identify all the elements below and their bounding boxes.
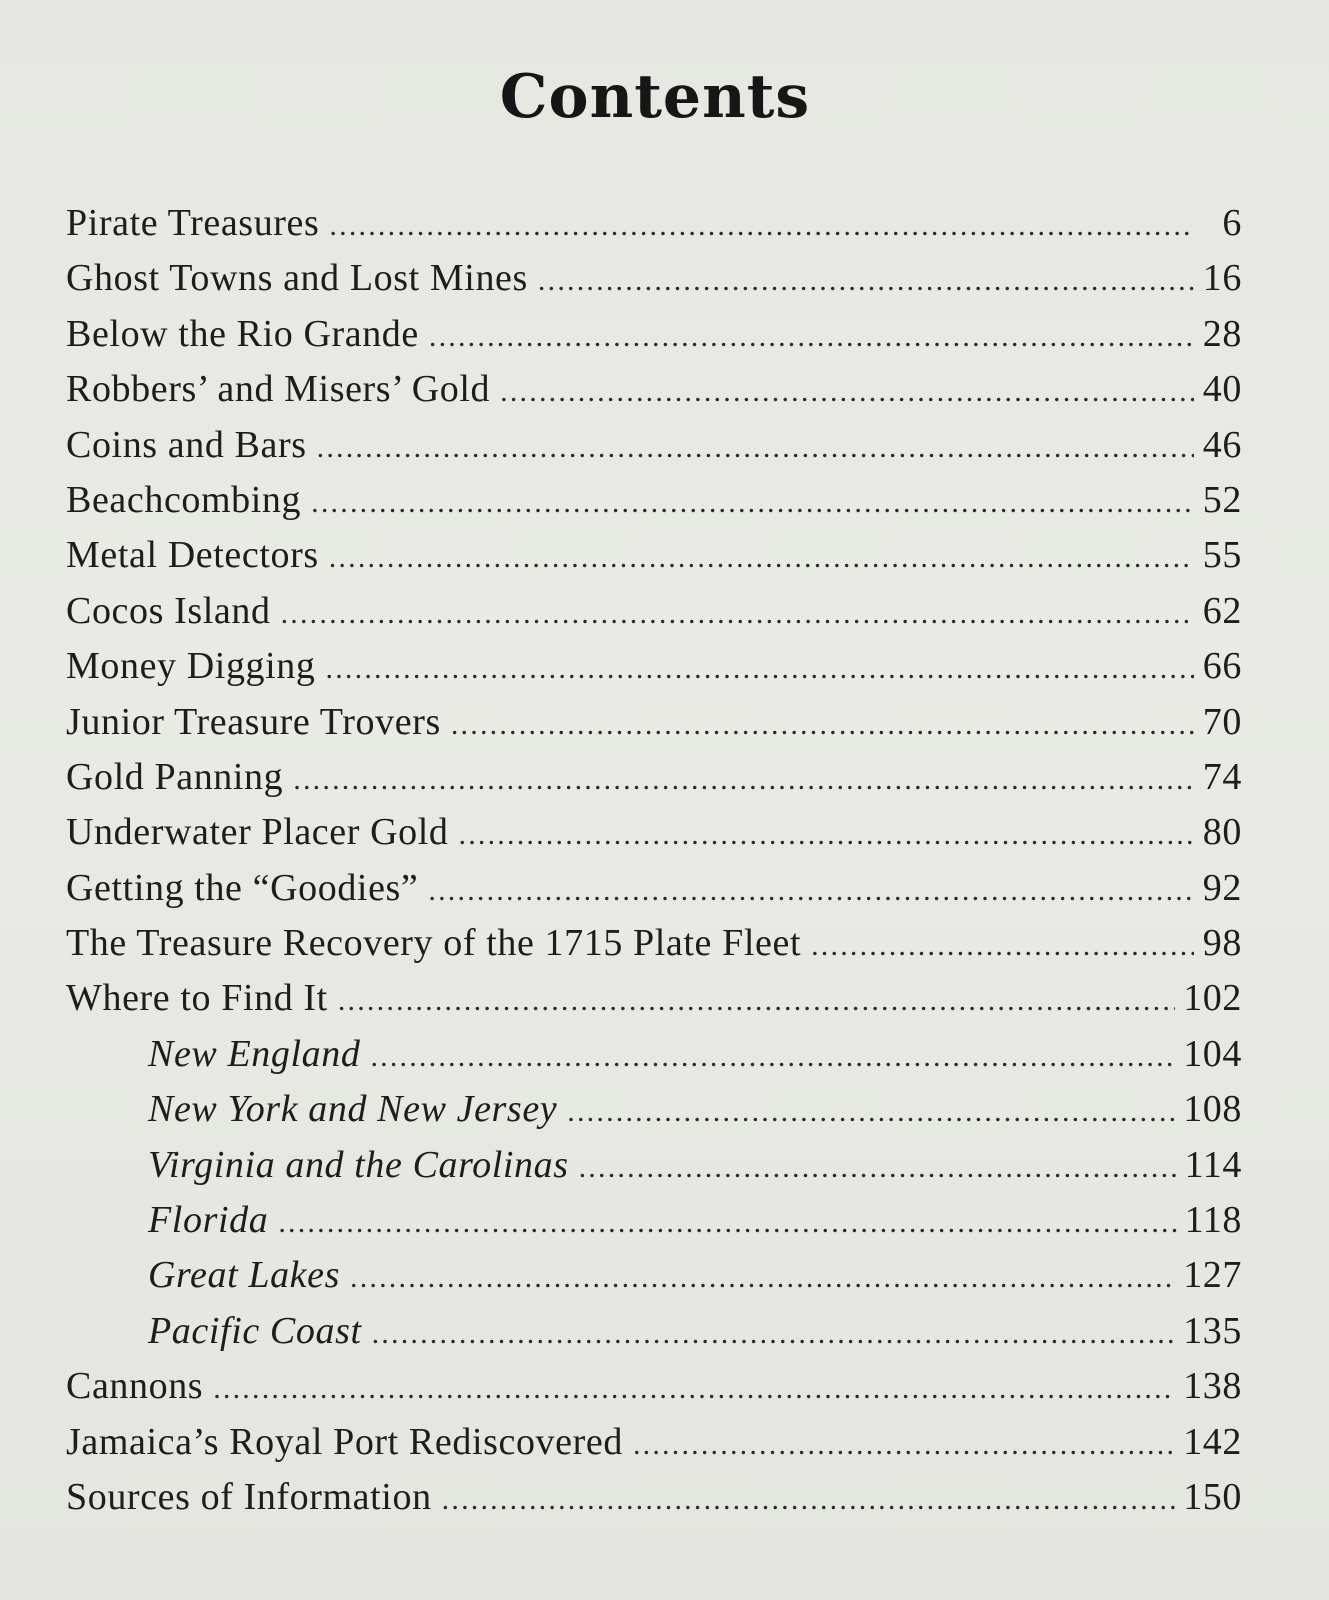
dot-leader (811, 918, 1194, 973)
toc-entry-page: 62 (1202, 589, 1242, 632)
dot-leader (428, 863, 1194, 918)
toc-entry-page: 92 (1202, 866, 1242, 909)
toc-entry-page: 98 (1202, 922, 1242, 965)
toc-entry (66, 251, 1242, 306)
toc-subentry-title: New England (148, 1032, 361, 1075)
dot-leader (579, 1140, 1177, 1195)
toc-entry-title: Money Digging (66, 645, 316, 688)
toc-entry (66, 639, 1242, 694)
dot-leader (350, 1250, 1175, 1305)
toc-entry-title: Sources of Information (66, 1475, 432, 1518)
toc-subentry-title: Pacific Coast (148, 1309, 362, 1352)
toc-subentry-page: 118 (1184, 1199, 1242, 1242)
toc-subentry-page: 104 (1183, 1032, 1242, 1075)
toc-entry-page: 74 (1202, 755, 1242, 798)
dot-leader (278, 1195, 1176, 1250)
table-of-contents (66, 196, 1242, 1525)
toc-entry-page: 28 (1202, 312, 1242, 355)
toc-entry (66, 528, 1242, 583)
toc-entry-page: 6 (1222, 202, 1242, 244)
toc-entry-page: 138 (1183, 1365, 1242, 1408)
toc-entry (66, 971, 1242, 1026)
toc-entry-title: Ghost Towns and Lost Mines (66, 257, 528, 300)
toc-entry-title: Beachcombing (66, 478, 302, 521)
toc-subentry-title: Great Lakes (148, 1254, 340, 1297)
toc-entry (66, 916, 1242, 971)
toc-entry-title: Metal Detectors (66, 534, 319, 577)
dot-leader (317, 420, 1194, 475)
toc-entry-page: 16 (1202, 257, 1242, 300)
toc-entry-title: Cocos Island (66, 589, 271, 632)
dot-leader (329, 198, 1194, 253)
toc-subentry (66, 1082, 1242, 1137)
toc-entry (66, 1415, 1242, 1470)
toc-subentry-title: New York and New Jersey (148, 1088, 558, 1131)
toc-subentry-page: 108 (1183, 1088, 1242, 1131)
toc-entry-title: Junior Treasure Trovers (66, 700, 441, 743)
dot-leader (326, 641, 1194, 696)
toc-entry-page: 52 (1202, 478, 1242, 521)
toc-entry-page: 80 (1202, 811, 1242, 854)
dot-leader (372, 1306, 1176, 1361)
toc-entry-page: 66 (1202, 645, 1242, 688)
toc-entry (66, 1359, 1242, 1414)
dot-leader (459, 807, 1195, 862)
dot-leader (370, 1029, 1175, 1084)
toc-subentry-page: 114 (1184, 1143, 1242, 1186)
toc-entry (66, 584, 1242, 639)
dot-leader (311, 475, 1194, 530)
toc-entry-title: Cannons (66, 1365, 204, 1408)
toc-subentry (66, 1248, 1242, 1303)
toc-entry-page: 142 (1183, 1420, 1242, 1463)
toc-subentry (66, 1304, 1242, 1359)
toc-entry-title: Jamaica’s Royal Port Rediscovered (66, 1420, 623, 1463)
toc-entry (66, 695, 1242, 750)
toc-entry-page: 70 (1202, 700, 1242, 743)
toc-entry (66, 473, 1242, 528)
toc-subentry-page: 127 (1183, 1254, 1242, 1297)
toc-entry-title: Below the Rio Grande (66, 312, 419, 355)
toc-entry (66, 750, 1242, 805)
toc-entry (66, 307, 1242, 362)
dot-leader (338, 973, 1175, 1028)
dot-leader (633, 1417, 1175, 1472)
toc-entry-title: The Treasure Recovery of the 1715 Plate Fleet (66, 922, 802, 965)
dot-leader (442, 1472, 1176, 1527)
dot-leader (281, 586, 1194, 641)
toc-entry-title: Gold Panning (66, 755, 284, 798)
page-title: Contents (499, 62, 811, 132)
dot-leader (293, 752, 1194, 807)
toc-entry-page: 150 (1183, 1475, 1242, 1518)
toc-entry-title: Robbers’ and Misers’ Gold (66, 368, 491, 411)
toc-entry-page: 55 (1202, 534, 1242, 577)
dot-leader (500, 364, 1194, 419)
dot-leader (451, 697, 1194, 752)
dot-leader (329, 530, 1194, 585)
toc-entry-page: 46 (1202, 423, 1242, 466)
toc-entry (66, 805, 1242, 860)
toc-entry-page: 102 (1183, 977, 1242, 1020)
toc-entry (66, 418, 1242, 473)
toc-entry (66, 196, 1242, 251)
toc-entry (66, 1470, 1242, 1525)
toc-subentry-title: Virginia and the Carolinas (148, 1143, 569, 1186)
toc-subentry (66, 1027, 1242, 1082)
dot-leader (538, 253, 1194, 308)
dot-leader (567, 1084, 1175, 1139)
toc-entry (66, 861, 1242, 916)
toc-entry-title: Pirate Treasures (66, 202, 320, 244)
dot-leader (429, 309, 1194, 364)
toc-subentry (66, 1138, 1242, 1193)
toc-entry-title: Getting the “Goodies” (66, 866, 419, 909)
toc-subentry-title: Florida (148, 1199, 269, 1242)
dot-leader (213, 1361, 1175, 1416)
toc-entry-page: 40 (1202, 368, 1242, 411)
toc-entry-title: Where to Find It (66, 977, 328, 1020)
toc-entry-title: Underwater Placer Gold (66, 811, 449, 854)
toc-entry (66, 362, 1242, 417)
toc-entry-title: Coins and Bars (66, 423, 307, 466)
toc-subentry (66, 1193, 1242, 1248)
toc-subentry-page: 135 (1183, 1309, 1242, 1352)
